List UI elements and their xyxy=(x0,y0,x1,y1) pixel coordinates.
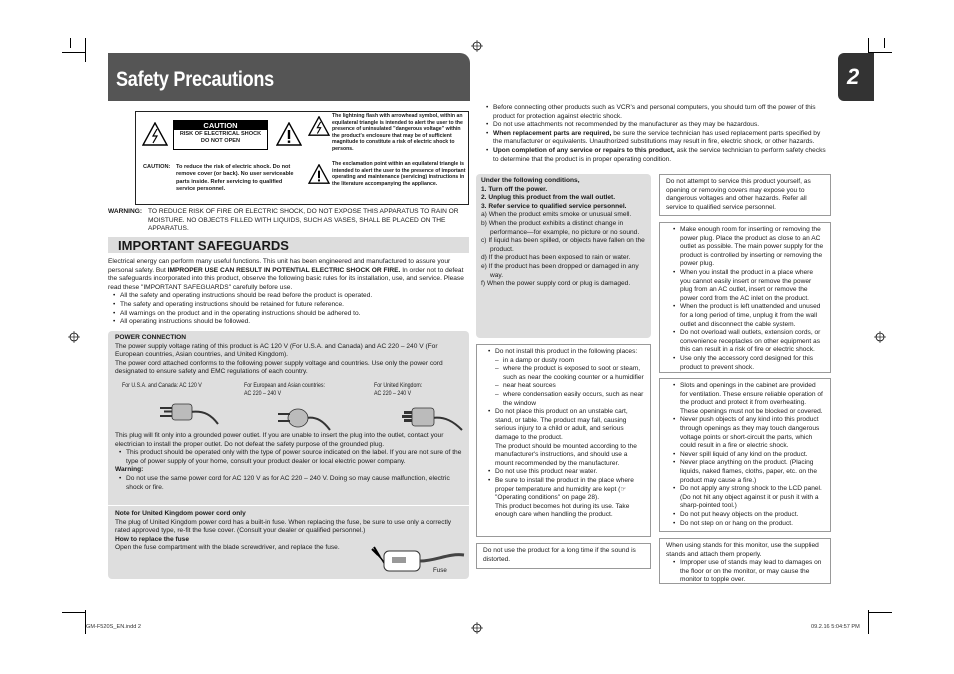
item-text: Do not use attachments not recommended by the manufacturer as they may be hazardous. xyxy=(493,121,760,129)
list-item: • Do not overload wall outlets, extension cords, or convenience receptacles on other equipment as this can result in a risk of fire or electric shock. xyxy=(680,329,825,355)
plug-label-eu-1: For European and Asian countries: xyxy=(244,382,325,389)
condition-item: b) When the product exhibits a distinct change in performance—for example, no picture or no sound. xyxy=(481,219,640,236)
page-number: 2 xyxy=(847,64,860,89)
us-plug-icon xyxy=(150,398,220,428)
warning-text: TO REDUCE RISK OF FIRE OR ELECTRIC SHOCK, DO NOT EXPOSE THIS APPARATUS TO RAIN OR MOISTURE. NO OBJECTS FILLED WITH LIQUIDS, SUCH AS VASES, SHALL BE PLACED ON THE APPARATUS. xyxy=(148,208,459,233)
list-item xyxy=(493,121,831,130)
power-p1: The power supply voltage rating of this product is AC 120 V (For U.S.A. and Canada) and AC 220 – 240 V (For European countries, Asian countries, and United Kingdom). xyxy=(115,342,438,359)
footer-timestamp: 09.2.16 5:04:57 PM xyxy=(811,624,860,630)
list-item: • Do not use this product near water. xyxy=(495,468,645,477)
plug-list xyxy=(672,226,825,372)
lightning-explanation: The lightning flash with arrowhead symbol, within an equilateral triangle is intended to alert the user to the presence of uninsulated "dangerous voltage" within the product's enclosure that may be of sufficient magnitude to constitute a risk of electric shock to persons. xyxy=(332,113,463,152)
list-item: • When you install the product in a place where you cannot easily insert or remove the power plug from an AC outlet, insert or remove the power cord from the AC inlet on the product. xyxy=(680,269,825,303)
crop-mark xyxy=(868,612,892,613)
exclamation-explanation: The exclamation point within an equilateral triangle is intended to alert the user to the presence of important operating and maintenance (servicing) instructions in the literature accompanying the appliance. xyxy=(332,161,466,187)
service-notes xyxy=(479,104,831,164)
uk-heading-2: How to replace the fuse xyxy=(115,535,190,543)
list-item xyxy=(495,408,645,468)
safeguards-heading: IMPORTANT SAFEGUARDS xyxy=(118,238,289,253)
safeguards-list xyxy=(112,292,468,326)
list-item: • Improper use of stands may lead to damages on the floor or on the monitor, or may cause the monitor to topple over. xyxy=(680,559,824,585)
item-text: Before connecting other products such as VCR's and personal computers, you should turn off the power of this product for protection against electric shock. xyxy=(493,104,816,120)
list-item: • All operating instructions should be followed. xyxy=(120,318,468,327)
risk-line-1: RISK OF ELECTRICAL SHOCK xyxy=(179,131,262,137)
list-item: – in a damp or dusty room xyxy=(503,357,645,366)
page-number-tab xyxy=(838,53,874,101)
condition-step: 3. Refer service to qualified service personnel. xyxy=(481,202,627,210)
exclamation-warning-icon xyxy=(276,122,302,146)
list-item: – where condensation easily occurs, such as near the window xyxy=(503,391,645,408)
conditions-heading: Under the following conditions, xyxy=(481,177,580,184)
item-text: Do not install this product in the following places: xyxy=(495,348,638,355)
power-warning-list xyxy=(118,475,463,492)
item-text: Do not place this product on an unstable cart, stand, or table. The product may fall, causing serious injury to a child or adult, and serious damage to the product. xyxy=(495,408,628,441)
service-notes-list xyxy=(485,104,831,164)
caution-label-box xyxy=(135,111,469,205)
crop-mark xyxy=(85,610,86,634)
warning-label: WARNING: xyxy=(108,208,143,215)
stands-list xyxy=(672,559,824,585)
warning-block xyxy=(108,208,470,234)
list-item xyxy=(495,477,645,520)
list-item: • Use only the accessory cord designed for this product to prevent shock. xyxy=(680,355,825,372)
ventilation-list xyxy=(672,382,825,528)
list-item: – near heat sources xyxy=(503,382,645,391)
stands-box xyxy=(659,538,831,584)
item-text: ask the service technician to perform safety checks to determine that the product is in proper operating condition. xyxy=(493,146,826,163)
condition-item: d) If the product has been exposed to rain or water. xyxy=(481,254,631,262)
intro-text-2: In order not to defeat the safeguards incorporated into this product, observe the following basic rules for its installation, use, and service. Please read these "IMPORTANT SAFEGUARDS" carefully before use. xyxy=(108,266,464,291)
caution-prefix: CAUTION: xyxy=(143,164,171,170)
plug-label-us: For U.S.A. and Canada: AC 120 V xyxy=(122,382,202,389)
intro-bold: IMPROPER USE CAN RESULT IN POTENTIAL ELECTRIC SHOCK OR FIRE. xyxy=(167,266,401,274)
caution-label: CAUTION xyxy=(174,121,267,130)
list-item xyxy=(493,130,831,147)
bold-lead: Upon completion of any service or repairs to this product, xyxy=(493,146,675,154)
uk-p2: Open the fuse compartment with the blade screwdriver, and replace the fuse. xyxy=(115,544,340,552)
uk-divider xyxy=(108,505,469,506)
power-warning-label: Warning: xyxy=(115,466,144,474)
crop-mark xyxy=(884,38,885,48)
install-list xyxy=(487,348,645,520)
power-details xyxy=(115,432,463,492)
list-item: • Do not step on or hang on the product. xyxy=(680,520,825,529)
crop-mark xyxy=(62,612,86,613)
list-item: • Never push objects of any kind into this product through openings as they may touch dangerous voltage points or short-circuit the parts, which could result in a fire or electric shock. xyxy=(680,416,825,450)
list-item xyxy=(495,348,645,408)
install-box xyxy=(476,344,651,537)
list-item: • When the product is left unattended and unused for a long period of time, unplug it from the wall outlet and disconnect the cable system. xyxy=(680,303,825,329)
crop-mark xyxy=(868,610,869,634)
crop-mark xyxy=(85,38,86,62)
exclamation-symbol-icon xyxy=(308,164,330,184)
list-item: • Do not put heavy objects on the product. xyxy=(680,511,825,520)
list-item: – where the product is exposed to soot or steam, such as near the cooking counter or a humidifier xyxy=(503,365,645,382)
condition-item: e) If the product has been dropped or damaged in any way. xyxy=(481,262,639,279)
registration-mark-icon xyxy=(471,40,483,52)
condition-step: 2. Unplug this product from the wall outlet. xyxy=(481,194,616,202)
condition-item: c) If liquid has been spilled, or objects have fallen on the product. xyxy=(481,237,645,253)
plug-label-eu xyxy=(244,382,325,398)
page-title: Safety Precautions xyxy=(116,68,274,91)
list-item: • Never spill liquid of any kind on the product. xyxy=(680,451,825,460)
power-plug-box xyxy=(659,222,831,373)
list-item: • This product should be operated only with the type of power source indicated on the label. If you are not sure of the type of power supply of your home, consult your product dealer or local electric power company. xyxy=(126,449,463,466)
power-p2: The power cord attached conforms to the following power supply voltage and countries. Use only the power cord designated to ensure safety and EMC regulations of each country. xyxy=(115,359,443,376)
condition-step: 1. Turn off the power. xyxy=(481,185,548,193)
registration-mark-icon xyxy=(874,331,886,343)
install-places-list xyxy=(495,357,645,409)
item-text: The product should be mounted according to the manufacturer's instructions, and should use a mount recommended by the manufacturer. xyxy=(495,442,637,467)
item-text: This product becomes hot during its use. Take enough care when handling the product. xyxy=(495,502,630,519)
ventilation-box xyxy=(659,378,831,532)
list-item: • All warnings on the product and in the operating instructions should be adhered to. xyxy=(120,310,468,319)
plug-label-uk-2: AC 220 – 240 V xyxy=(374,389,412,397)
fuse-label: Fuse xyxy=(433,567,447,574)
list-item: • Make enough room for inserting or removing the power plug. Place the product as close to an AC outlet as possible. The main power supply for the product is controlled by inserting or removing the power plug. xyxy=(680,226,825,269)
page-title-bar xyxy=(108,53,470,101)
plug-label-uk-1: For United Kingdom: xyxy=(374,382,423,389)
list-item: • Do not apply any strong shock to the LCD panel. (Do not hit any object against it or push it with a sharp-pointed tool.) xyxy=(680,485,825,511)
crop-mark xyxy=(70,38,71,48)
uk-plug-icon xyxy=(400,404,464,432)
plug-label-uk xyxy=(374,382,422,398)
lightning-symbol-icon xyxy=(308,116,330,136)
list-item: • Never place anything on the product. (Placing liquids, naked flames, cloths, paper, etc. on the product may cause a fire.) xyxy=(680,459,825,485)
power-bullets xyxy=(118,449,463,466)
safeguards-heading-bar xyxy=(108,237,469,253)
list-item: • Slots and openings in the cabinet are provided for ventilation. These ensure reliable operation of the product and protect it from overheating. These openings must not be blocked or covered. xyxy=(680,382,825,416)
service-warning-box: Do not attempt to service this product yourself, as opening or removing covers may expose you to dangerous voltages and other hazards. Refer all service to qualified service personnel. xyxy=(659,174,831,216)
item-text: be sure the service technician has used replacement parts specified by the manufacturer or equivalents. Unauthorized substitutions may result in fire, electric shock, or other hazards. xyxy=(493,129,821,146)
registration-mark-icon xyxy=(68,331,80,343)
intro-text: Electrical energy can perform many useful functions. This unit has been engineered and manufactured to assure your personal safety. But xyxy=(108,258,451,274)
stands-text: When using stands for this monitor, use the supplied stands and attach them properly. xyxy=(666,542,819,558)
eu-plug-icon xyxy=(272,404,332,432)
power-p3: This plug will fit only into a grounded power outlet. If you are unable to insert the plug into the outlet, contact your electrician to install the proper outlet. Do not defeat the safety purpose of the grounded plug. xyxy=(115,432,444,448)
list-item xyxy=(493,104,831,121)
caution-inner xyxy=(173,120,268,150)
power-heading: POWER CONNECTION xyxy=(115,334,187,341)
fuse-replacement-icon xyxy=(370,543,466,577)
condition-item: a) When the product emits smoke or unusual smell. xyxy=(481,211,632,219)
conditions-text xyxy=(481,177,647,289)
list-item: • The safety and operating instructions should be retained for future reference. xyxy=(120,301,468,310)
safeguards-intro xyxy=(108,258,468,327)
caution-text: To reduce the risk of electric shock. Do not remove cover (or back). No user serviceable parts inside. Refer servicing to qualified service personnel. xyxy=(176,164,294,192)
crop-mark xyxy=(62,52,86,53)
condition-item: f) When the power supply cord or plug is damaged. xyxy=(481,280,631,288)
uk-p1: The plug of United Kingdom power cord has a built-in fuse. When replacing the fuse, be sure to use only a correctly rated approved type, re-fit the fuse cover. (Consult your dealer or qualified personnel.) xyxy=(115,518,452,535)
risk-line-2: DO NOT OPEN xyxy=(200,138,241,144)
lightning-warning-icon xyxy=(142,122,168,146)
uk-heading: Note for United Kingdom power cord only xyxy=(115,510,246,517)
list-item: • All the safety and operating instructions should be read before the product is operated. xyxy=(120,292,468,301)
plug-label-eu-2: AC 220 – 240 V xyxy=(244,389,282,397)
power-connection-text xyxy=(115,334,463,377)
bold-lead: When replacement parts are required, xyxy=(493,129,612,137)
registration-mark-icon xyxy=(471,622,483,634)
item-text: Be sure to install the product in the place where proper temperature and humidity are kept (☞ "Operating conditions" on page 28). xyxy=(495,476,634,502)
footer-file-name: GM-F520S_EN.indd 2 xyxy=(86,624,142,630)
distorted-sound-box: Do not use the product for a long time if the sound is distorted. xyxy=(476,543,651,569)
list-item xyxy=(493,147,831,164)
list-item: • Do not use the same power cord for AC 120 V as for AC 220 – 240 V. Doing so may cause malfunction, electric shock or fire. xyxy=(126,475,463,492)
